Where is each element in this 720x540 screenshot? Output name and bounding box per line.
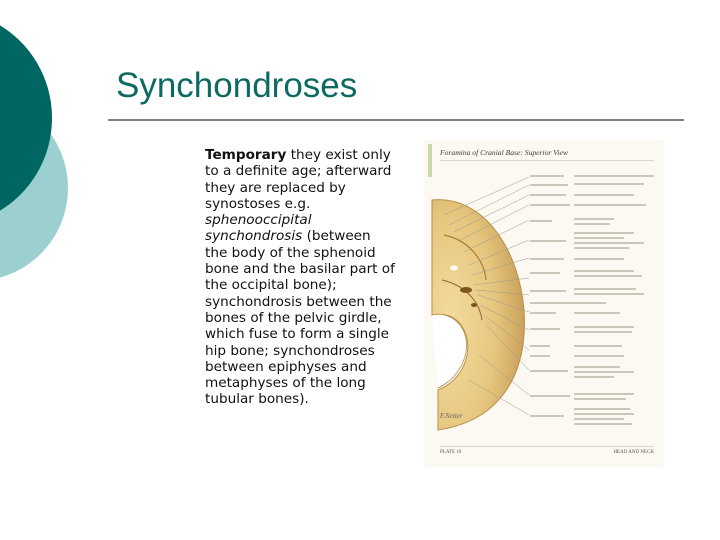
body-part-1: they exist only to a definite age; afterward they are replaced by synostoses e.g. bbox=[205, 147, 392, 212]
figure-plate-number: PLATE 10 bbox=[440, 450, 462, 455]
slide-body-text bbox=[205, 147, 395, 408]
figure-footer-divider bbox=[440, 446, 654, 447]
figure-title: Foramina of Cranial Base: Superior View bbox=[440, 148, 568, 157]
slide-title: Synchondroses bbox=[116, 66, 358, 105]
example-term: sphenooccipital synchondrosis bbox=[205, 212, 312, 245]
title-divider bbox=[108, 119, 684, 121]
figure-section-label: HEAD AND NECK bbox=[613, 450, 654, 455]
body-part-2: (between the body of the sphenoid bone and the basilar part of the occipital bone); synchondrosis between the bones of the pelvic girdle, which fuse to form a single hip bone; synchondroses between epiphyses and metaphyses of the long tubular bones). bbox=[205, 228, 395, 408]
figure-signature: F.Netter bbox=[440, 412, 463, 420]
anatomy-figure-image bbox=[424, 140, 664, 467]
term-temporary: Temporary bbox=[205, 147, 287, 163]
